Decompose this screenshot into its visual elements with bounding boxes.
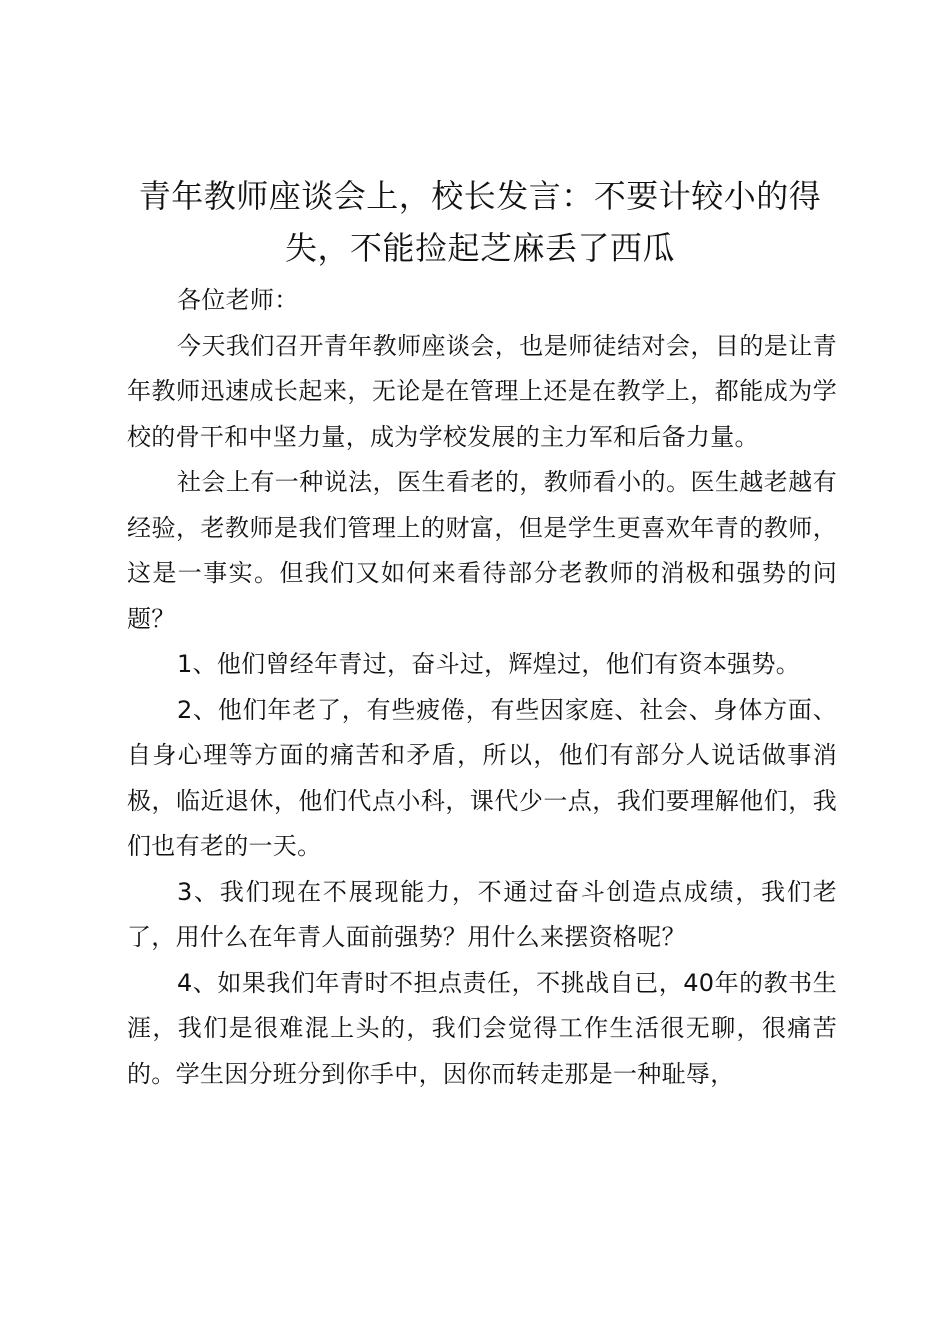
paragraph-social-view: 社会上有一种说法，医生看老的，教师看小的。医生越老越有经验，老教师是我们管理上的财富，但是学生更喜欢年青的教师，这是一事实。但我们又如何来看待部分老教师的消极和强势的问题？ bbox=[127, 468, 837, 633]
paragraph-point-2: 2、他们年老了，有些疲倦，有些因家庭、社会、身体方面、自身心理等方面的痛苦和矛盾，所以，他们有部分人说话做事消极，临近退休，他们代点小科，课代少一点，我们要理解他们，我们也有老的一天。 bbox=[127, 695, 837, 860]
paragraph-intro: 今天我们召开青年教师座谈会，也是师徒结对会，目的是让青年教师迅速成长起来，无论是在管理上还是在教学上，都能成为学校的骨干和中坚力量，成为学校发展的主力军和后备力量。 bbox=[127, 331, 837, 451]
salutation: 各位老师： bbox=[177, 286, 299, 314]
document-body bbox=[127, 278, 837, 1097]
paragraph-point-1: 1、他们曾经年青过，奋斗过，辉煌过，他们有资本强势。 bbox=[177, 650, 801, 678]
paragraph-point-3: 3、我们现在不展现能力，不通过奋斗创造点成绩，我们老了，用什么在年青人面前强势？用什么来摆资格呢？ bbox=[127, 877, 837, 951]
document-title: 青年教师座谈会上，校长发言：不要计较小的得失，不能捡起芝麻丢了西瓜 bbox=[138, 177, 822, 267]
paragraph-point-4: 4、如果我们年青时不担点责任，不挑战自已，40年的教书生涯，我们是很难混上头的，我们会觉得工作生活很无聊，很痛苦的。学生因分班分到你手中，因你而转走那是一种耻辱， bbox=[127, 968, 837, 1088]
